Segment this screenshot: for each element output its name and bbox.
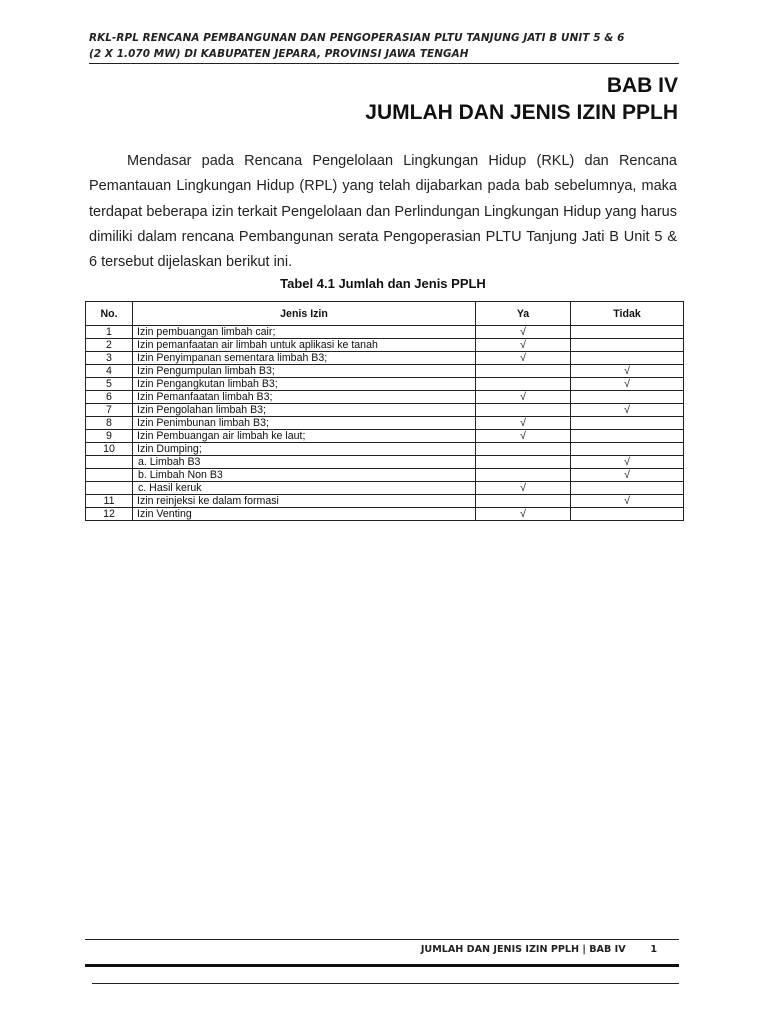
intro-paragraph: Mendasar pada Rencana Pengelolaan Lingkungan Hidup (RKL) dan Rencana Pemantauan Lingkungan Hidup (RPL) yang telah dijabarkan pada bab sebelumnya, maka terdapat beberapa izin terkait Pengelolaan dan Perlindungan Lingkungan Hidup yang harus dimiliki dalam rencana Pembangunan serata Pengoperasian PLTU Tanjung Jati B Unit 5 & 6 tersebut dijelaskan berikut ini.: [89, 153, 677, 271]
cell-ya: √: [476, 482, 571, 495]
header-tidak: Tidak: [571, 302, 684, 326]
cell-jenis-izin: Izin Dumping;: [133, 443, 476, 456]
cell-jenis-izin: Izin pembuangan limbah cair;: [133, 326, 476, 339]
cell-no: 11: [86, 495, 133, 508]
chapter-title: JUMLAH DAN JENIS IZIN PPLH: [365, 101, 678, 124]
cell-jenis-izin: b. Limbah Non B3: [133, 469, 476, 482]
cell-ya: [476, 456, 571, 469]
cell-tidak: [571, 443, 684, 456]
cell-ya: √: [476, 430, 571, 443]
table-row: [86, 365, 684, 378]
table-row: [86, 430, 684, 443]
cell-jenis-izin: Izin Pengangkutan limbah B3;: [133, 378, 476, 391]
cell-tidak: [571, 326, 684, 339]
running-header-line-2: (2 X 1.070 MW) DI KABUPATEN JEPARA, PROVINSI JAWA TENGAH: [89, 48, 469, 60]
chapter-heading: [365, 72, 678, 126]
running-footer: [85, 944, 657, 955]
header-jenis-izin: Jenis Izin: [133, 302, 476, 326]
header-no: No.: [86, 302, 133, 326]
cell-no: 4: [86, 365, 133, 378]
table-row: [86, 391, 684, 404]
cell-jenis-izin: Izin Penyimpanan sementara limbah B3;: [133, 352, 476, 365]
cell-tidak: √: [571, 378, 684, 391]
table-row: [86, 482, 684, 495]
cell-ya: √: [476, 417, 571, 430]
cell-tidak: [571, 508, 684, 521]
cell-jenis-izin: Izin reinjeksi ke dalam formasi: [133, 495, 476, 508]
footer-label: JUMLAH DAN JENIS IZIN PPLH | BAB IV: [420, 944, 626, 955]
cell-tidak: [571, 430, 684, 443]
table-row: [86, 326, 684, 339]
cell-tidak: [571, 391, 684, 404]
footer-rule-bottom: [85, 964, 679, 967]
cell-no: 8: [86, 417, 133, 430]
cell-jenis-izin: Izin Penimbunan limbah B3;: [133, 417, 476, 430]
cell-tidak: √: [571, 404, 684, 417]
table-row: [86, 378, 684, 391]
cell-no: [86, 482, 133, 495]
cell-no: 2: [86, 339, 133, 352]
cell-jenis-izin: Izin Pengumpulan limbah B3;: [133, 365, 476, 378]
cell-no: 9: [86, 430, 133, 443]
cell-no: 3: [86, 352, 133, 365]
cell-tidak: √: [571, 495, 684, 508]
table-header-row: [86, 302, 684, 326]
cell-ya: [476, 469, 571, 482]
cell-tidak: [571, 482, 684, 495]
table-row: [86, 443, 684, 456]
cell-jenis-izin: Izin Venting: [133, 508, 476, 521]
cell-no: 12: [86, 508, 133, 521]
cell-jenis-izin: a. Limbah B3: [133, 456, 476, 469]
table-caption: Tabel 4.1 Jumlah dan Jenis PPLH: [280, 276, 486, 291]
footer-rule-top: [85, 939, 679, 940]
cell-no: 6: [86, 391, 133, 404]
running-header: [89, 30, 679, 62]
header-ya: Ya: [476, 302, 571, 326]
cell-no: [86, 469, 133, 482]
cell-tidak: [571, 352, 684, 365]
cell-no: 1: [86, 326, 133, 339]
cell-ya: [476, 404, 571, 417]
cell-ya: √: [476, 391, 571, 404]
cell-jenis-izin: Izin pemanfaatan air limbah untuk aplikasi ke tanah: [133, 339, 476, 352]
table-row: [86, 495, 684, 508]
footer-rule-thin: [92, 983, 679, 984]
table-row: [86, 339, 684, 352]
cell-ya: [476, 378, 571, 391]
cell-jenis-izin: Izin Pengolahan limbah B3;: [133, 404, 476, 417]
cell-ya: [476, 443, 571, 456]
running-header-line-1: RKL-RPL RENCANA PEMBANGUNAN DAN PENGOPERASIAN PLTU TANJUNG JATI B UNIT 5 & 6: [89, 32, 625, 44]
table-body: [86, 326, 684, 521]
cell-ya: [476, 495, 571, 508]
cell-ya: √: [476, 508, 571, 521]
table-row: [86, 352, 684, 365]
cell-jenis-izin: Izin Pembuangan air limbah ke laut;: [133, 430, 476, 443]
cell-no: [86, 456, 133, 469]
cell-jenis-izin: Izin Pemanfaatan limbah B3;: [133, 391, 476, 404]
cell-no: 5: [86, 378, 133, 391]
chapter-number: BAB IV: [606, 74, 678, 97]
cell-ya: [476, 365, 571, 378]
cell-jenis-izin: c. Hasil keruk: [133, 482, 476, 495]
cell-ya: √: [476, 352, 571, 365]
permits-table: [85, 301, 684, 521]
table-row: [86, 456, 684, 469]
cell-ya: √: [476, 326, 571, 339]
page-number: 1: [650, 944, 657, 955]
table-row: [86, 404, 684, 417]
table-row: [86, 469, 684, 482]
cell-tidak: [571, 417, 684, 430]
table-row: [86, 508, 684, 521]
cell-tidak: [571, 339, 684, 352]
header-rule: [89, 63, 679, 64]
cell-tidak: √: [571, 469, 684, 482]
table-row: [86, 417, 684, 430]
cell-tidak: √: [571, 365, 684, 378]
cell-tidak: √: [571, 456, 684, 469]
cell-no: 7: [86, 404, 133, 417]
cell-no: 10: [86, 443, 133, 456]
cell-ya: √: [476, 339, 571, 352]
